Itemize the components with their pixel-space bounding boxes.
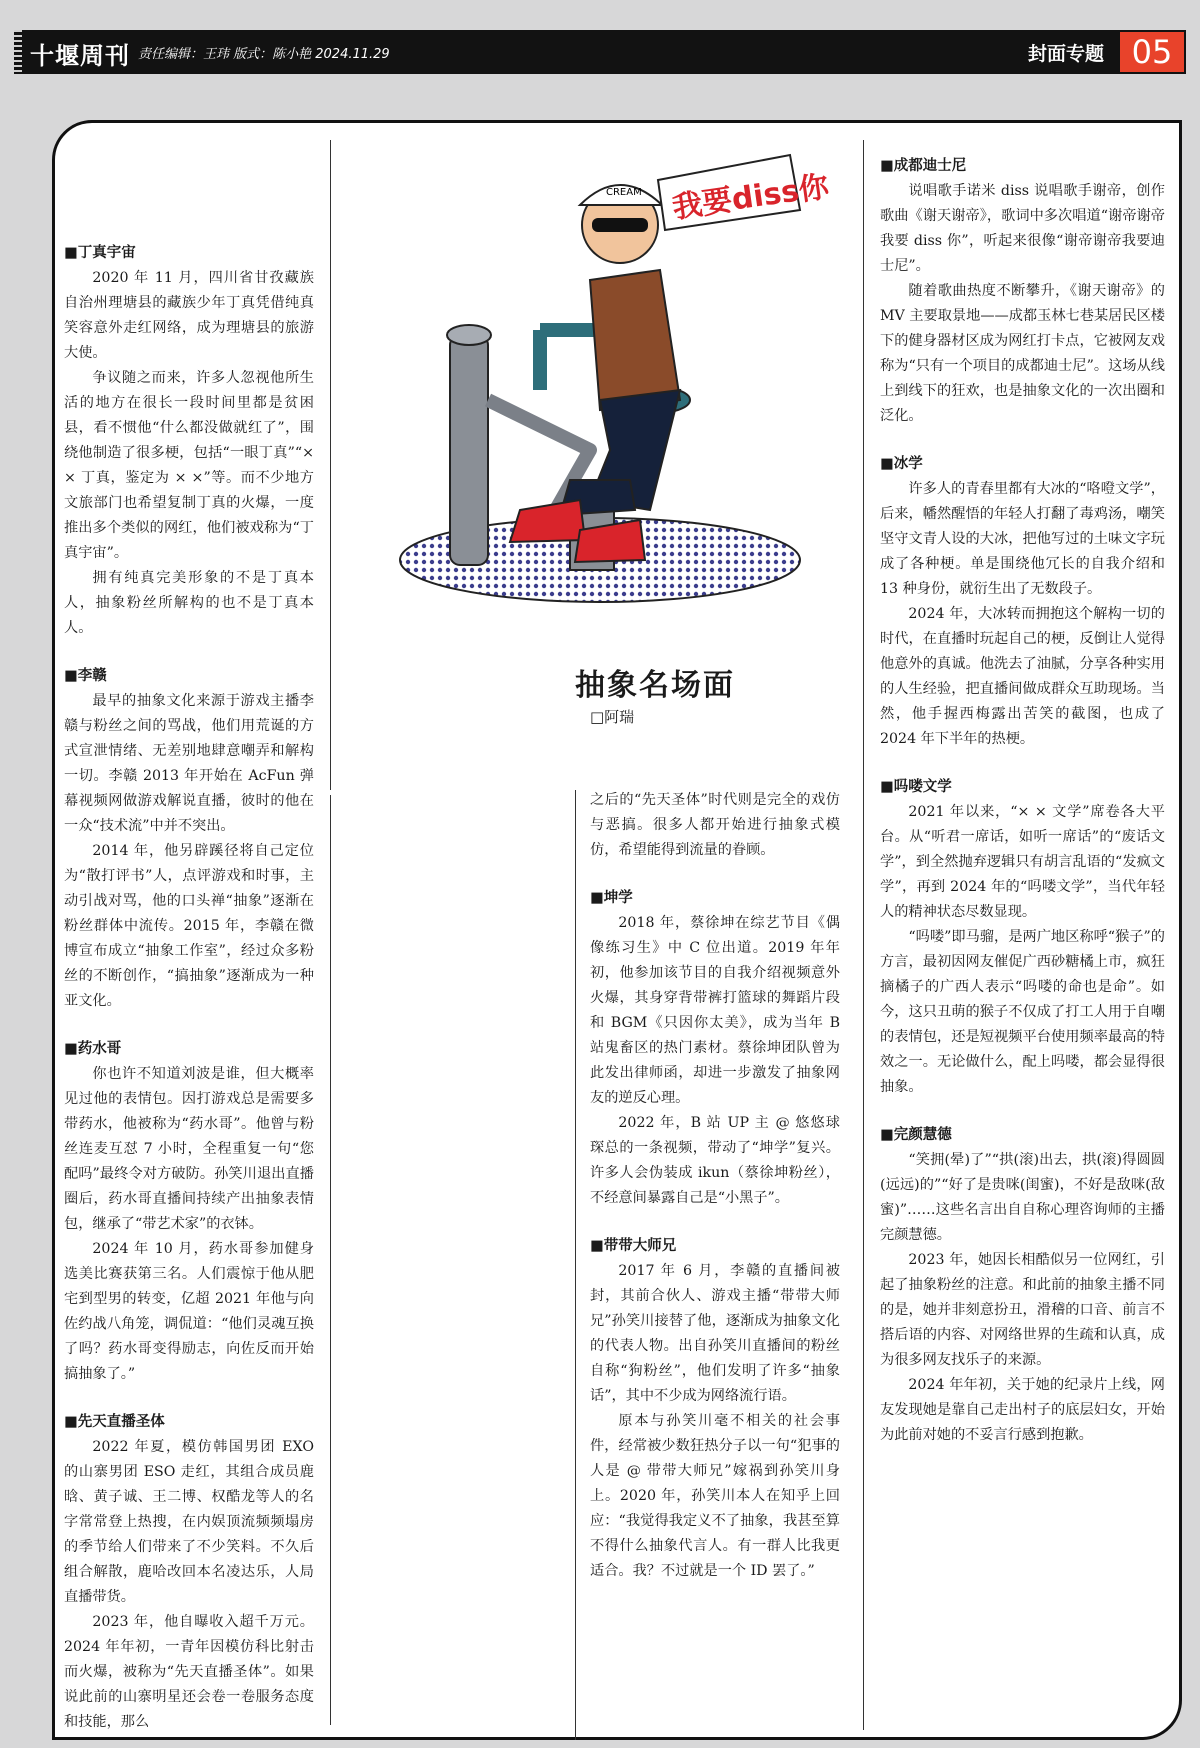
cap-text: CREAM [606, 187, 642, 198]
paragraph: 原本与孙笑川毫不相关的社会事件，经常被少数狂热分子以一句“犯事的人是 @ 带带大师兄”嫁祸到孙笑川身上。2020 年，孙笑川本人在知乎上回应：“我觉得我定义不了抽象，我甚至算不得什么抽象代言人。有一群人比我更适合。我？不过就是一个 ID 罢了。” [590, 1413, 840, 1579]
speech-bubble-text: 我要diss你 [670, 169, 832, 226]
column-rule [330, 140, 331, 790]
paragraph: 争议随之而来，许多人忽视他所生活的地方在很长一段时间里都是贫困县，看不惯他“什么都没做就红了”，围绕他制造了很多梗，包括“一眼丁真”“× × 丁真，鉴定为 × ×”等。而不少地方文旅部门也希望复制丁真的火爆，一度推出多个类似的网红，他们被戏称为“丁真宇宙”。 [64, 370, 314, 561]
section-heading: ■丁真宇宙 [64, 245, 136, 261]
paragraph: 你也许不知道刘波是谁，但大概率见过他的表情包。因打游戏总是需要多带药水，他被称为“药水哥”。他曾与粉丝连麦互怼 7 小时，全程重复一句“您配吗”最终令对方破防。孙笑川退出直播圈后，药水哥直播间持续产出抽象表情包，继承了“带艺术家”的衣钵。 [64, 1066, 314, 1232]
column-rule [330, 795, 331, 1725]
paragraph: 2018 年，蔡徐坤在综艺节目《偶像练习生》中 C 位出道。2019 年年初，他参加该节目的自我介绍视频意外火爆，其身穿背带裤打篮球的舞蹈片段和 BGM《只因你太美》，成为当年 B 站鬼畜区的热门素材。蔡徐坤团队曾为此发出律师函，却进一步激发了抽象网友的逆反心理。 [590, 915, 840, 1106]
paragraph: 许多人的青春里都有大冰的“咯噔文学”，后来，幡然醒悟的年轻人打翻了毒鸡汤，嘲笑坚守文青人设的大冰，把他写过的土味文字玩成了各种梗。单是围绕他冗长的自我介绍和 13 种身份，就衍生出了无数段子。 [880, 481, 1165, 597]
paragraph: 随着歌曲热度不断攀升，《谢天谢帝》的 MV 主要取景地——成都玉林七巷某居民区楼下的健身器材区成为网红打卡点，它被网友戏称为“只有一个项目的成都迪士尼”。这场从线上到线下的狂欢，也是抽象文化的一次出圈和泛化。 [880, 283, 1165, 424]
text-column-2 [590, 788, 840, 1584]
column-rule [575, 790, 576, 1740]
paragraph: 2024 年年初，关于她的纪录片上线，网友发现她是靠自己走出村子的底层妇女，开始为此前对她的不妥言行感到抱歉。 [880, 1377, 1165, 1443]
editor-line: 责任编辑：王玮 版式：陈小艳 2024.11.29 [138, 47, 390, 62]
fitness-man-illustration [380, 150, 860, 610]
section-heading: ■李赣 [64, 668, 107, 684]
section-heading: ■先天直播圣体 [64, 1414, 165, 1430]
text-column-1 [64, 240, 314, 1735]
paragraph: 2023 年，他自曝收入超千万元。2024 年年初，一青年因模仿科比射击而火爆，被称为“先天直播圣体”。如果说此前的山寨明星还会卷一卷服务态度和技能，那么 [64, 1614, 314, 1730]
section-heading: ■带带大师兄 [590, 1238, 677, 1254]
paragraph: 2017 年 6 月，李赣的直播间被封，其前合伙人、游戏主播“带带大师兄”孙笑川接替了他，逐渐成为抽象文化的代表人物。出自孙笑川直播间的粉丝自称“狗粉丝”，他们发明了许多“抽象话”，其中不少成为网络流行语。 [590, 1263, 840, 1404]
article-title: 抽象名场面 [575, 668, 735, 703]
article-byline: □阿瑞 [590, 708, 635, 726]
paragraph: 2022 年，B 站 UP 主 @ 悠悠球琛总的一条视频，带动了“坤学”复兴。许多人会伪装成 ikun（蔡徐坤粉丝），不经意间暴露自己是“小黑子”。 [590, 1115, 840, 1206]
section-title: 封面专题 [1027, 43, 1104, 65]
masthead: 十堰周刊 [30, 41, 130, 70]
paragraph: 2014 年，他另辟蹊径将自己定位为“散打评书”人，点评游戏和时事，主动引战对骂，他的口头禅“抽象”逐渐在粉丝群体中流传。2015 年，李赣在微博宣布成立“抽象工作室”，经过众多粉丝的不断创作，“搞抽象”逐渐成为一种亚文化。 [64, 843, 314, 1009]
paragraph: 2021 年以来，“× × 文学”席卷各大平台。从“听君一席话，如听一席话”的“废话文学”，到全然抛弃逻辑只有胡言乱语的“发疯文学”，再到 2024 年的“吗喽文学”，当代年轻人的精神状态尽数显现。 [880, 804, 1165, 920]
paragraph: “笑拥(晕)了”“拱(滚)出去，拱(滚)得圆圆(远远)的”“好了是贵咪(闺蜜)，不好是敌咪(敌蜜)”……这些名言出自自称心理咨询师的主播完颜慧德。 [880, 1152, 1165, 1243]
paragraph: 说唱歌手诺米 diss 说唱歌手谢帝，创作歌曲《谢天谢帝》，歌词中多次唱道“谢帝谢帝我要 diss 你”，听起来很像“谢帝谢帝我要迪士尼”。 [880, 183, 1165, 274]
paragraph-continued: 之后的“先天圣体”时代则是完全的戏仿与恶搞。很多人都开始进行抽象式模仿，希望能得到流量的眷顾。 [590, 792, 840, 858]
text-column-3 [880, 153, 1165, 1448]
paragraph: “吗喽”即马骝，是两广地区称呼“猴子”的方言，最初因网友催促广西砂糖橘上市，疯狂摘橘子的广西人表示“吗喽的命也是命”。如今，这只丑萌的猴子不仅成了打工人用于自嘲的表情包，还是短视频平台使用频率最高的特效之一。无论做什么，配上吗喽，都会显得很抽象。 [880, 929, 1165, 1095]
page-number: 05 [1120, 32, 1184, 72]
section-heading: ■吗喽文学 [880, 779, 952, 795]
section-heading: ■成都迪士尼 [880, 158, 967, 174]
column-rule [863, 140, 864, 1730]
paragraph: 2020 年 11 月，四川省甘孜藏族自治州理塘县的藏族少年丁真凭借纯真笑容意外走红网络，成为理塘县的旅游大使。 [64, 270, 314, 361]
section-heading: ■完颜慧德 [880, 1127, 952, 1143]
paragraph: 2022 年夏，模仿韩国男团 EXO 的山寨男团 ESO 走红，其组合成员鹿晗、黄子诚、王二博、权酷龙等人的名字常常登上热搜，在内娱顶流频频塌房的季节给人们带来了不少笑料。不久后组合解散，鹿哈改回本名凌达乐，人局直播带货。 [64, 1439, 314, 1605]
page-header [14, 30, 1186, 74]
paragraph: 2023 年，她因长相酷似另一位网红，引起了抽象粉丝的注意。和此前的抽象主播不同的是，她并非刻意扮丑，滑稽的口音、前言不搭后语的内容、对网络世界的生疏和认真，成为很多网友找乐子的来源。 [880, 1252, 1165, 1368]
header-stripe [14, 30, 22, 74]
paragraph: 2024 年 10 月，药水哥参加健身选美比赛获第三名。人们震惊于他从肥宅到型男的转变，亿超 2021 年他与向佐约战八角笼，调侃道：“他们灵魂互换了吗？药水哥变得励志，向佐反而开始搞抽象了。” [64, 1241, 314, 1382]
section-heading: ■冰学 [880, 456, 923, 472]
paragraph: 最早的抽象文化来源于游戏主播李赣与粉丝之间的骂战，他们用荒诞的方式宣泄情绪、无差别地肆意嘲弄和解构一切。李赣 2013 年开始在 AcFun 弹幕视频网做游戏解说直播，彼时的他在一众“技术流”中并不突出。 [64, 693, 314, 834]
paragraph: 拥有纯真完美形象的不是丁真本人，抽象粉丝所解构的也不是丁真本人。 [64, 570, 314, 636]
section-heading: ■坤学 [590, 890, 633, 906]
section-heading: ■药水哥 [64, 1041, 122, 1057]
paragraph: 2024 年，大冰转而拥抱这个解构一切的时代，在直播时玩起自己的梗，反倒让人觉得他意外的真诚。他洗去了油腻，分享各种实用的人生经验，把直播间做成群众互助现场。当然，他手握西梅露出苦笑的截图，也成了 2024 年下半年的热梗。 [880, 606, 1165, 747]
